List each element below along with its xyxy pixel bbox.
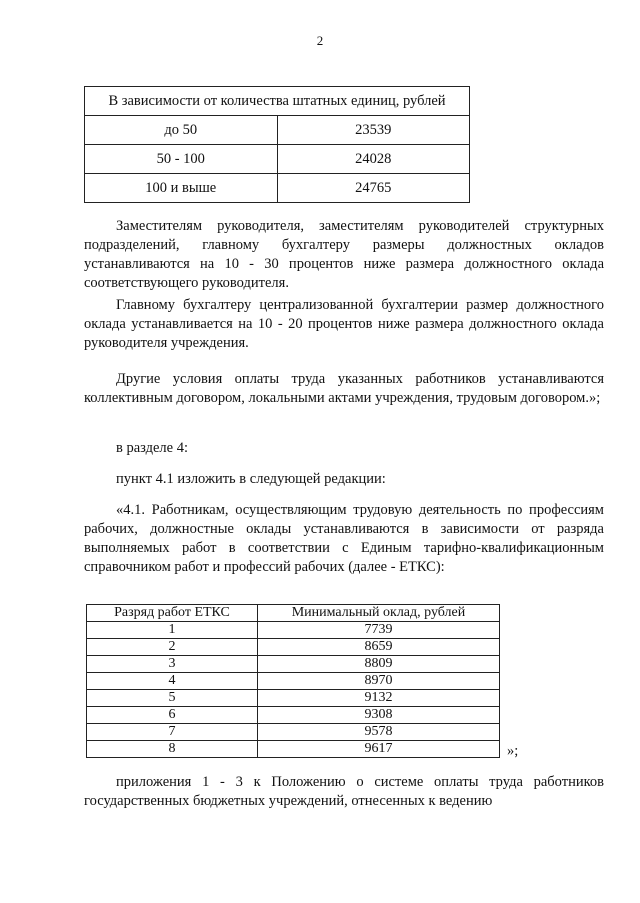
salary-column-header: Минимальный оклад, рублей [258,605,500,622]
grade-cell: 8 [87,741,258,758]
grade-cell: 2 [87,639,258,656]
salary-by-staff-table [84,86,470,203]
annex-paragraph [84,773,604,811]
grade-cell: 1 [87,622,258,639]
other-conditions-paragraph [84,370,604,408]
chief-accountant-paragraph [84,296,604,353]
staff-range-cell: до 50 [85,116,278,145]
grade-cell: 6 [87,707,258,724]
point-text: пункт 4.1 изложить в следующей редакции: [116,471,386,487]
table-row [85,174,470,203]
grade-cell: 7 [87,724,258,741]
clause-text: «4.1. Работникам, осуществляющим трудовую деятельность по профессиям рабочих, должностные оклады устанавливаются в зависимости от разряда выполняемых работ в соответствии с Единым тарифно-квалификационным справочником работ и профессий рабочих (далее - ЕТКС): [84,502,604,575]
clause-paragraph [84,501,604,577]
table-row [87,622,500,639]
table-row [87,724,500,741]
table-row [85,145,470,174]
salary-cell: 9578 [258,724,500,741]
staff-range-cell: 50 - 100 [85,145,278,174]
salary-cell: 7739 [258,622,500,639]
table-row [87,656,500,673]
table-row [87,741,500,758]
deputies-text: Заместителям руководителя, заместителям руководителей структурных подразделений, главному бухгалтеру размеры должностных окладов устанавливаются на 10 - 30 процентов ниже размера должностного оклада соответствующего руководителя. [84,218,604,291]
section-paragraph [84,439,604,458]
grade-column-header: Разряд работ ЕТКС [87,605,258,622]
salary-cell: 8970 [258,673,500,690]
section-text: в разделе 4: [116,440,189,456]
deputies-paragraph [84,217,604,293]
other-conditions-text: Другие условия оплаты труда указанных работников устанавливаются коллективным договором, локальными актами учреждения, трудовым договором.»; [84,371,604,406]
table-row [87,707,500,724]
etks-salary-table [86,604,500,758]
salary-cell: 24765 [277,174,470,203]
table-row [87,673,500,690]
closing-quote: »; [507,743,519,759]
salary-cell: 8659 [258,639,500,656]
salary-cell: 24028 [277,145,470,174]
grade-cell: 3 [87,656,258,673]
table-header-row [87,605,500,622]
table-row [87,639,500,656]
salary-cell: 9132 [258,690,500,707]
grade-cell: 5 [87,690,258,707]
salary-cell: 23539 [277,116,470,145]
annex-text: приложения 1 - 3 к Положению о системе оплаты труда работников государственных бюджетных учреждений, отнесенных к ведению [84,774,604,809]
salary-cell: 9617 [258,741,500,758]
staff-range-cell: 100 и выше [85,174,278,203]
salary-cell: 8809 [258,656,500,673]
grade-cell: 4 [87,673,258,690]
table-header-row [85,87,470,116]
table-row [87,690,500,707]
page-number: 2 [316,33,324,48]
table-row [85,116,470,145]
salary-cell: 9308 [258,707,500,724]
point-paragraph [84,470,604,489]
chief-accountant-text: Главному бухгалтеру централизованной бухгалтерии размер должностного оклада устанавливается на 10 - 20 процентов ниже размера должностного оклада руководителя учреждения. [84,297,604,351]
table-header: В зависимости от количества штатных единиц, рублей [85,87,470,116]
